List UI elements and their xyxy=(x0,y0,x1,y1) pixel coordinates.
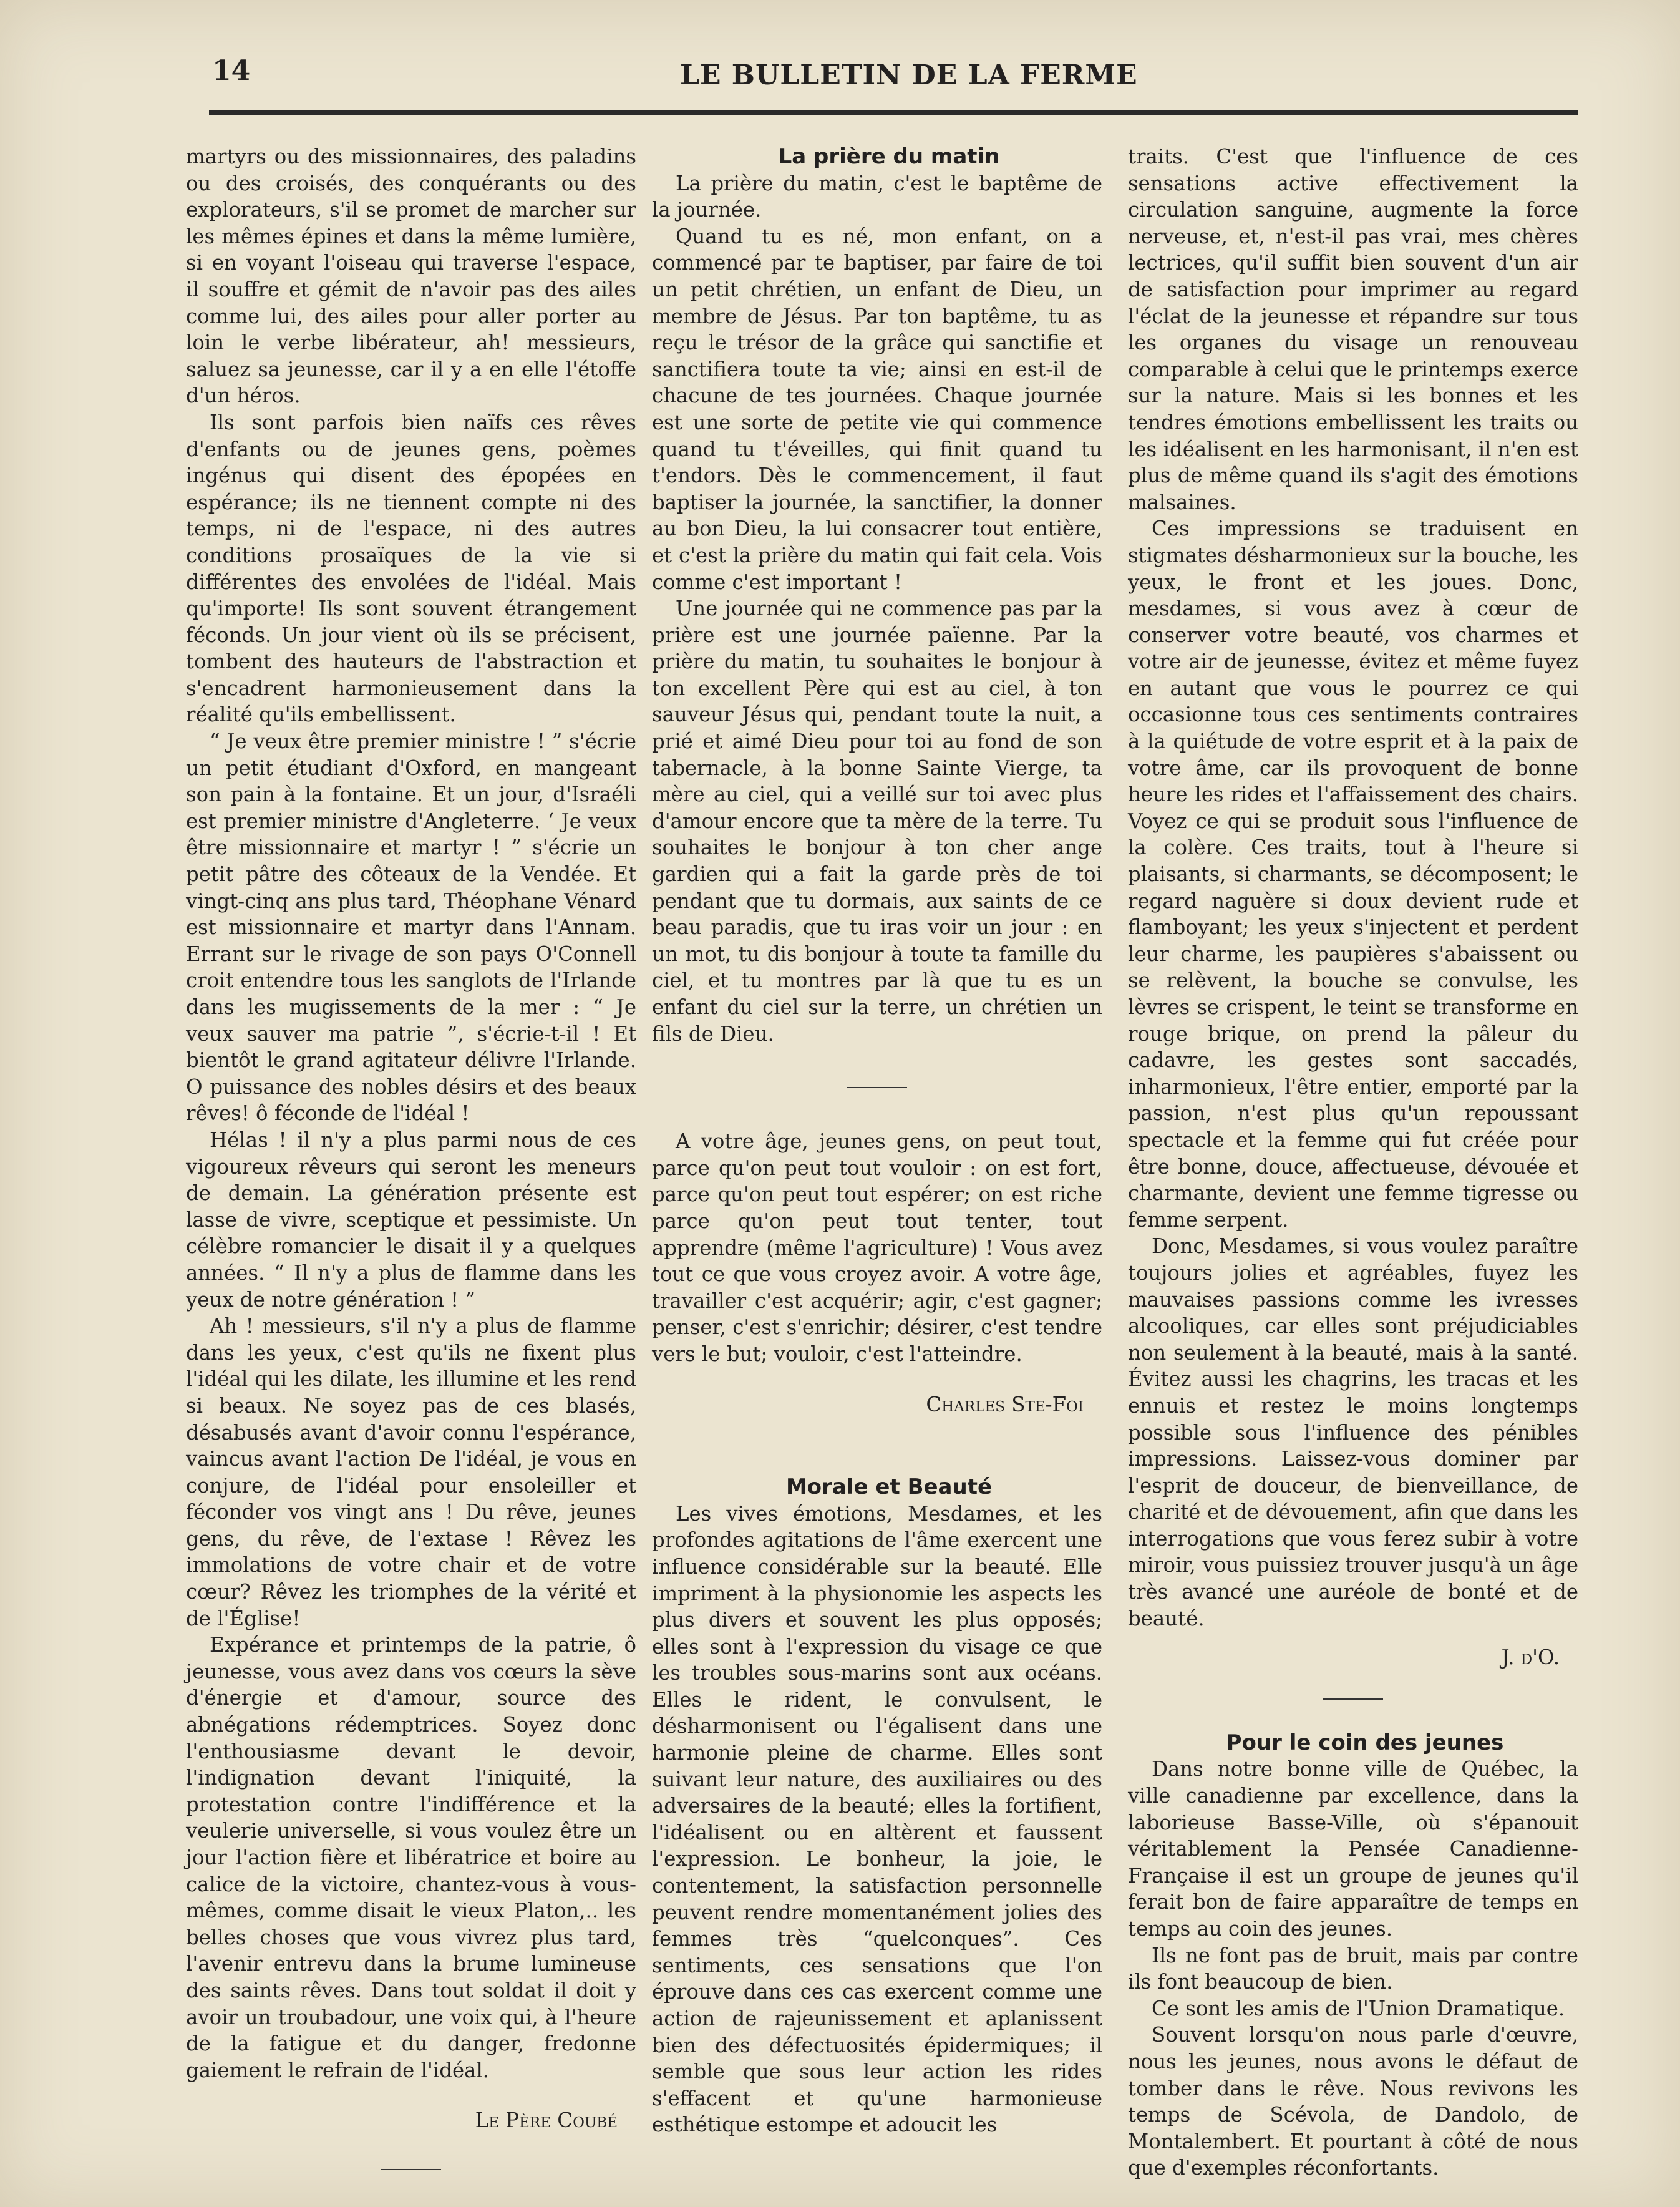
paragraph: Donc, Mesdames, si vous voulez paraître toujours jolies et agréables, fuyez les mauvaises passions comme les ivresses alcooliques, car elles sont préjudiciables non seulement à la beauté, mais à la santé. Évitez aussi les chagrins, les tracas et les ennuis et restez le moins longtemps possible sous l'influence des pénibles impressions. Laissez-vous dominer par l'esprit de douceur, de bienveillance, de charité et de dévouement, afin que dans les interrogations que vous ferez subir à votre miroir, vous puissiez trouver jusqu'à un âge très avancé une auréole de bonté et de beauté. xyxy=(1128,1234,1578,1630)
paragraph: martyrs ou des missionnaires, des paladins ou des croisés, des conquérants ou des explorateurs, s'il se promet de marcher sur les mêmes épines et dans la même lumière, si en voyant l'oiseau qui traverse l'espace, il souffre et gémit de n'avoir pas des ailes comme lui, des ailes pour aller porter au loin le verbe libérateur, ah! messieurs, saluez sa jeunesse, car il y a en elle l'étoffe d'un héros. xyxy=(186,145,636,408)
publication-title: LE BULLETIN DE LA FERME xyxy=(680,59,1138,91)
paragraph: Ils ne font pas de bruit, mais par contre ils font beaucoup de bien. xyxy=(1128,1943,1578,1994)
column-1 xyxy=(186,144,636,2170)
paragraph: Souvent lorsqu'on nous parle d'œuvre, nous les jeunes, nous avons le défaut de tomber dans le rêve. Nous revivons les temps de Scévola, de Dandolo, de Montalembert. Et pourtant à côté de nous que d'exemples réconfortants. xyxy=(1128,2023,1578,2180)
paragraph: “ Je veux être premier ministre ! ” s'écrie un petit étudiant d'Oxford, en mangeant son pain à la fontaine. Et un jour, d'Israéli est premier ministre d'Angleterre. ‘ Je veux être missionnaire et martyr ! ” s'écrie un petit pâtre des côteaux de la Vendée. Et vingt-cinq ans plus tard, Théophane Vénard est missionnaire et martyr dans l'Annam. Errant sur le rivage de son pays O'Connell croit entendre tous les sanglots de l'Irlande dans les mugissements de la mer : “ Je veux sauver ma patrie ”, s'écrie-t-il ! Et bientôt le grand agitateur délivre l'Irlande. O puissance des nobles désirs et des beaux rêves! ô féconde de l'idéal ! xyxy=(186,729,636,1126)
column-3 xyxy=(1128,144,1578,2181)
paragraph: Hélas ! il n'y a plus parmi nous de ces vigoureux rêveurs qui seront les meneurs de demain. La génération présente est lasse de vivre, sceptique et pessimiste. Un célèbre romancier le disait il y a quelques années. “ Il n'y a plus de flamme dans les yeux de notre génération ! ” xyxy=(186,1128,636,1312)
article-title: La prière du matin xyxy=(778,144,1000,169)
separator xyxy=(1323,1698,1383,1700)
article-title: Pour le coin des jeunes xyxy=(1226,1730,1504,1755)
paragraph: La prière du matin, c'est le baptême de la journée. xyxy=(652,171,1102,222)
paragraph: Ils sont parfois bien naïfs ces rêves d'enfants ou de jeunes gens, poèmes ingénus qui disent des épopées en espérance; ils ne tiennent compte ni des temps, ni de l'espace, ni des autres conditions prosaïques de la vie si différentes des envolées de l'idéal. Mais qu'importe! Ils sont souvent étrangement féconds. Un jour vient où ils se précisent, tombent des hauteurs de l'abstraction et s'encadrent harmonieusement dans la réalité qu'ils embellissent. xyxy=(186,410,636,727)
paragraph: Les vives émotions, Mesdames, et les profondes agitations de l'âme exercent une influence considérable sur la beauté. Elle impriment à la physionomie les aspects les plus divers et souvent les plus opposés; elles sont à l'expression du visage ce que les troubles sous-marins sont aux océans. Elles le rident, le convulsent, le désharmonisent ou l'égalisent dans une harmonie pleine de charme. Elles sont suivant leur nature, des auxiliaires ou des adversaires de la beauté; elles la fortifient, l'idéalisent ou en altèrent et faussent l'expression. Le bonheur, la joie, le contentement, la satisfaction personnelle peuvent rendre momentanément jolies des femmes très “quelconques”. Ces sentiments, ces sensations que l'on éprouve dans ces cas exercent comme une action de rajeunissement et aplanissent bien des défectuosités épidermiques; il semble que sous leur action les rides s'effacent et qu'une harmonieuse esthétique estompe et adoucit les xyxy=(652,1501,1102,2137)
separator xyxy=(381,2169,441,2170)
paragraph: Ah ! messieurs, s'il n'y a plus de flamme dans les yeux, c'est qu'ils ne fixent plus l'idéal qui les dilate, les illumine et les rend si beaux. Ne soyez pas de ces blasés, désabusés avant d'avoir connu l'espérance, vaincus avant l'action De l'idéal, je vous en conjure, de l'idéal pour ensoleiller et féconder vos vingt ans ! Du rêve, jeunes gens, du rêve, de l'extase ! Rêvez les immolations de votre chair et de votre cœur? Rêvez les triomphes de la vérité et de l'Église! xyxy=(186,1314,636,1630)
paragraph: Ces impressions se traduisent en stigmates désharmonieux sur la bouche, les yeux, le front et les joues. Donc, mesdames, si vous avez à cœur de conserver votre beauté, vos charmes et votre air de jeunesse, évitez et même fuyez en autant que vous le pourrez ce qui occasionne tous ces sentiments contraires à la quiétude de votre esprit et à la paix de votre âme, car ils provoquent de bonne heure les rides et l'affaissement des chairs. Voyez ce qui se produit sous l'influence de la colère. Ces traits, tout à l'heure si plaisants, si charmants, se décomposent; le regard naguère si doux devient rude et flamboyant; les yeux s'injectent et perdent leur charme, les paupières s'abaissent ou se relèvent, la bouche se convulse, les lèvres se crispent, le teint se transforme en rouge brique, on prend la pâleur du cadavre, les gestes sont saccadés, inharmonieux, l'être entier, emporté par la passion, n'est plus qu'un repoussant spectacle et la femme qui fut créée pour être bonne, douce, affectueuse, dévouée et charmante, devient une femme tigresse ou femme serpent. xyxy=(1128,517,1578,1232)
separator xyxy=(847,1087,907,1088)
paragraph: traits. C'est que l'influence de ces sensations active effectivement la circulation sanguine, augmente la force nerveuse, et, n'est-il pas vrai, mes chères lectrices, qu'il suffit bien souvent d'un air de satisfaction pour imprimer au regard l'éclat de la jeunesse et répandre sur tous les organes du visage un renouveau comparable à celui que le printemps exerce sur la nature. Mais si les bonnes et les tendres émotions embellissent les traits ou les idéalisent en les harmonisant, il n'en est plus de même quand ils s'agit des émotions malsaines. xyxy=(1128,145,1578,514)
paragraph: Dans notre bonne ville de Québec, la ville canadienne par excellence, dans la laborieuse Basse-Ville, où s'épanouit véritablement la Pensée Canadienne-Française il est un groupe de jeunes qu'il ferait bon de faire apparaître de temps en temps au coin des jeunes. xyxy=(1128,1757,1578,1941)
signature: J. d'O. xyxy=(1501,1645,1560,1670)
column-2 xyxy=(652,144,1102,2138)
paragraph: Une journée qui ne commence pas par la prière est une journée païenne. Par la prière du matin, tu souhaites le bonjour à ton excellent Père qui est au ciel, à ton sauveur Jésus qui, pendant toute la nuit, a prié et aimé Dieu pour toi au fond de son tabernacle, à la bonne Sainte Vierge, ta mère au ciel, qui a veillé sur toi avec plus d'amour encore que ta mère de la terre. Tu souhaites le bonjour à ton cher ange gardien qui a fait la garde près de toi pendant que tu dormais, aux saints de ce beau paradis, que tu iras voir un jour : en un mot, tu dis bonjour à toute ta famille du ciel, et tu montres par là que tu es un enfant du ciel sur la terre, un chrétien un fils de Dieu. xyxy=(652,597,1102,1046)
article-title: Morale et Beauté xyxy=(785,1474,993,1500)
header-rule xyxy=(209,110,1578,115)
signature: Le Père Coubé xyxy=(475,2108,618,2133)
page-number: 14 xyxy=(212,55,251,87)
paragraph: A votre âge, jeunes gens, on peut tout, parce qu'on peut tout vouloir : on est fort, parce qu'on peut tout espérer; on est riche parce qu'on peut tout tenter, tout apprendre (même l'agriculture) ! Vous avez tout ce que vous croyez avoir. A votre âge, travailler c'est acquérir; agir, c'est gagner; penser, c'est s'enrichir; désirer, c'est tendre vers le but; vouloir, c'est l'atteindre. xyxy=(652,1129,1102,1366)
paragraph: Quand tu es né, mon enfant, on a commencé par te baptiser, par faire de toi un petit chrétien, un enfant de Dieu, un membre de Jésus. Par ton baptême, tu as reçu le trésor de la grâce qui sanctifie et sanctifiera toute ta vie; ainsi en est-il de chacune de tes journées. Chaque journée est une sorte de petite vie qui commence quand tu t'éveilles, qui finit quand tu t'endors. Dès le commencement, il faut baptiser la journée, la sanctifier, la donner au bon Dieu, la lui consacrer tout entière, et c'est la prière du matin qui fait cela. Vois comme c'est important ! xyxy=(652,224,1102,594)
paragraph: Ce sont les amis de l'Union Dramatique. xyxy=(1152,1996,1565,2020)
signature: Charles Ste-Foi xyxy=(926,1392,1084,1416)
paragraph: Expérance et printemps de la patrie, ô jeunesse, vous avez dans vos cœurs la sève d'énergie et d'amour, source des abnégations rédemptrices. Soyez donc l'enthousiasme devant le devoir, l'indignation devant l'iniquité, la protestation contre l'indifférence et la veulerie universelle, si vous voulez être un jour l'action fière et libératrice et boire au calice de la victoire, chantez-vous à vous-mêmes, comme disait le vieux Platon,.. les belles choses que vous vivrez plus tard, l'avenir entrevu dans la brume lumineuse des saints rêves. Dans tout soldat il doit y avoir un troubadour, une voix qui, à l'heure de la fatigue et du danger, fredonne gaiement le refrain de l'idéal. xyxy=(186,1633,636,2082)
